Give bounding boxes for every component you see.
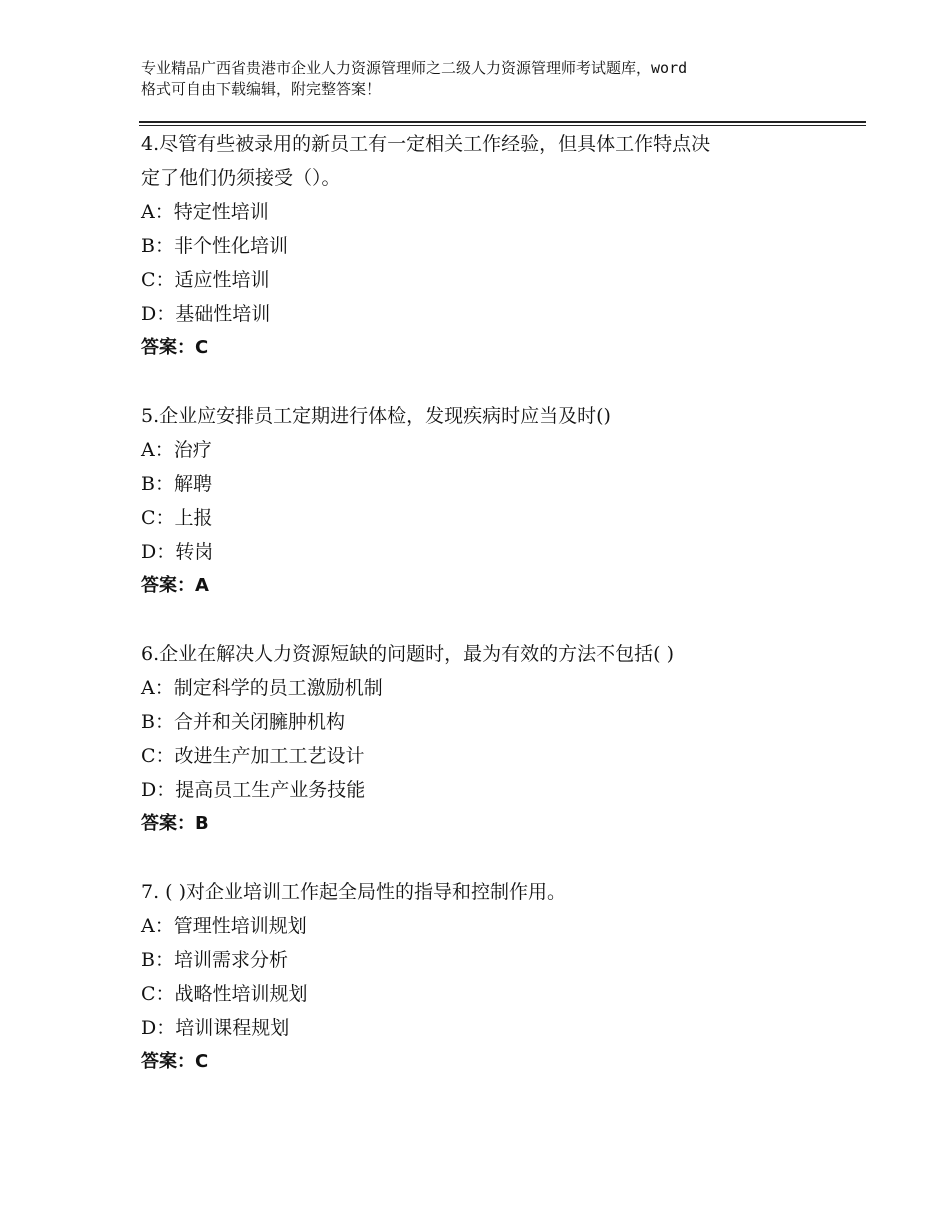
option-c: C：改进生产加工工艺设计 — [141, 745, 365, 767]
option-b: B：培训需求分析 — [141, 949, 288, 971]
question-text — [141, 875, 841, 909]
document-header — [141, 58, 841, 100]
option-c: C：上报 — [141, 507, 213, 529]
option-b: B：合并和关闭臃肿机构 — [141, 711, 345, 733]
option-b: B：非个性化培训 — [141, 235, 288, 257]
option-a: A：治疗 — [141, 439, 212, 461]
option-c: C：战略性培训规划 — [141, 983, 308, 1005]
question-6 — [141, 637, 841, 841]
option-a: A：特定性培训 — [141, 201, 269, 223]
header-divider-thick — [139, 121, 866, 123]
header-line-2: 格式可自由下载编辑，附完整答案！ — [141, 80, 382, 98]
question-5 — [141, 399, 841, 603]
question-text-line: 4.尽管有些被录用的新员工有一定相关工作经验，但具体工作特点决 — [141, 133, 711, 155]
question-text-line: 定了他们仍须接受（）。 — [141, 167, 341, 189]
option-d: D：转岗 — [141, 541, 214, 563]
option-a: A：管理性培训规划 — [141, 915, 307, 937]
question-text-line: 5.企业应安排员工定期进行体检，发现疾病时应当及时() — [141, 405, 611, 427]
answer-label: 答案：C — [141, 1051, 209, 1072]
answer-label: 答案：A — [141, 575, 209, 596]
question-text — [141, 399, 841, 433]
question-text — [141, 127, 841, 195]
question-4 — [141, 127, 841, 365]
answer-label: 答案：C — [141, 337, 209, 358]
header-divider-thin — [139, 125, 866, 126]
option-d: D：提高员工生产业务技能 — [141, 779, 366, 801]
question-text-line: 6.企业在解决人力资源短缺的问题时，最为有效的方法不包括( ) — [141, 643, 674, 665]
answer-label: 答案：B — [141, 813, 209, 834]
option-d: D：培训课程规划 — [141, 1017, 290, 1039]
option-b: B：解聘 — [141, 473, 212, 495]
question-text — [141, 637, 841, 671]
question-list — [141, 127, 841, 1113]
option-d: D：基础性培训 — [141, 303, 271, 325]
question-text-line: 7. ( )对企业培训工作起全局性的指导和控制作用。 — [141, 881, 567, 903]
header-line-1: 专业精品广西省贵港市企业人力资源管理师之二级人力资源管理师考试题库，word — [141, 59, 688, 77]
question-7 — [141, 875, 841, 1079]
option-a: A：制定科学的员工激励机制 — [141, 677, 383, 699]
option-c: C：适应性培训 — [141, 269, 270, 291]
